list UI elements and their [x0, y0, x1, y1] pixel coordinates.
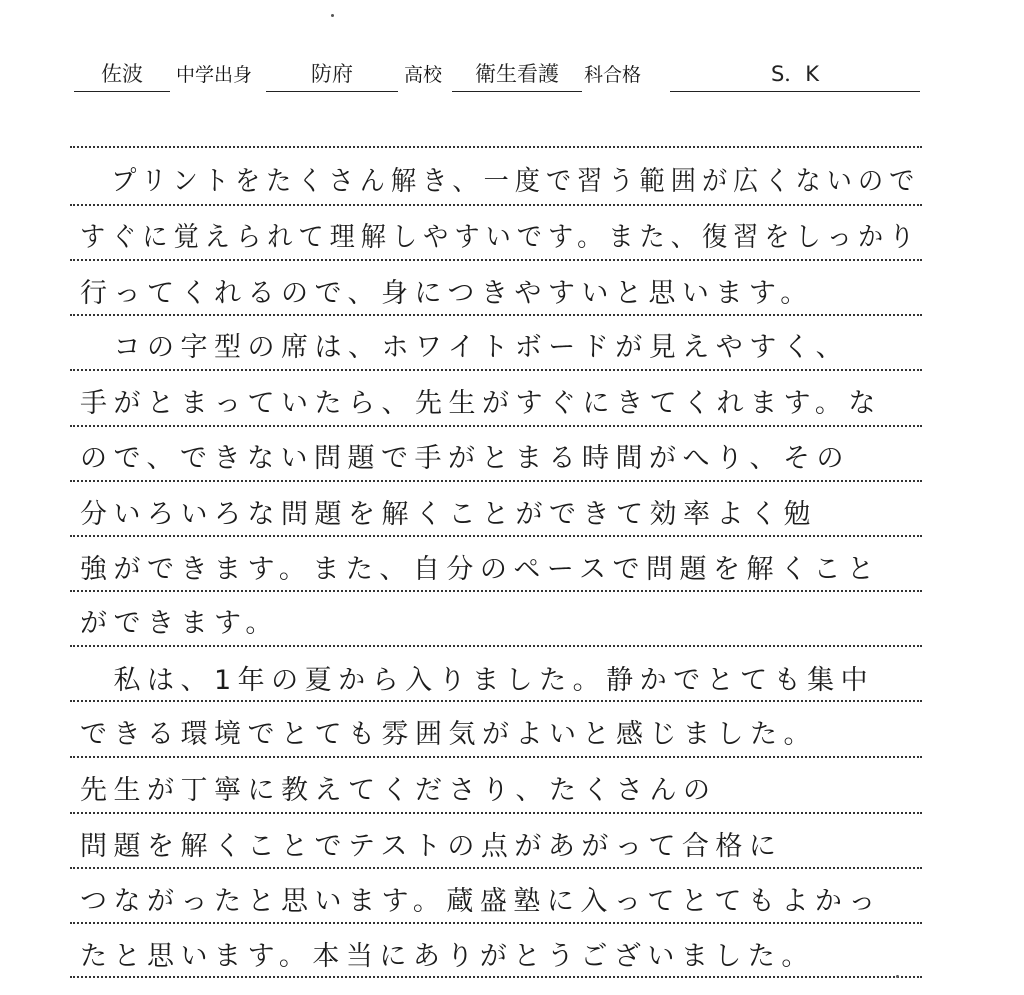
ruled-line — [70, 535, 922, 537]
scan-speck — [896, 975, 899, 978]
body-line-9: ができます。 — [80, 608, 279, 639]
ruled-line — [70, 204, 922, 206]
ruled-line — [70, 700, 922, 702]
ruled-line — [70, 590, 922, 592]
ruled-line — [70, 146, 922, 148]
body-line-4: コの字型の席は、ホワイトボードが見えやすく、 — [80, 332, 850, 363]
scan-speck — [331, 14, 334, 17]
ruled-line — [70, 756, 922, 758]
ruled-line — [70, 976, 922, 978]
department-label: 科合格 — [584, 64, 642, 86]
ruled-line — [70, 867, 922, 869]
body-line-8: 強ができます。また、自分のペースで問題を解くこと — [80, 554, 881, 585]
body-line-7: 分いろいろな問題を解くことができて効率よく勉 — [80, 499, 817, 530]
ruled-line — [70, 812, 922, 814]
body-line-2: すぐに覚えられて理解しやすいです。また、復習をしっかり — [80, 222, 921, 253]
ruled-line — [70, 314, 922, 316]
header-row — [70, 52, 920, 92]
ruled-line — [70, 922, 922, 924]
body-line-1: プリントをたくさん解き、一度で習う範囲が広くないので — [80, 166, 921, 197]
high-school-label: 高校 — [404, 64, 443, 86]
junior-high-label: 中学出身 — [176, 64, 253, 86]
body-line-5: 手がとまっていたら、先生がすぐにきてくれます。な — [80, 388, 882, 419]
ruled-line — [70, 259, 922, 261]
high-school-name: 防府 — [266, 57, 398, 92]
body-line-13: 問題を解くことでテストの点があがって合格に — [80, 831, 783, 862]
body-line-3: 行ってくれるので、身につきやすいと思います。 — [80, 278, 814, 309]
ruled-line — [70, 480, 922, 482]
body-line-14: つながったと思います。蔵盛塾に入ってとてもよかっ — [80, 886, 882, 917]
body-line-10: 私は、1年の夏から入りました。静かでとても集中 — [80, 665, 875, 696]
body-line-12: 先生が丁寧に教えてくださり、たくさんの — [80, 775, 717, 806]
body-line-15: たと思います。本当にありがとうございました。 — [80, 941, 815, 972]
department-name: 衛生看護 — [452, 57, 582, 92]
junior-high-name: 佐波 — [74, 57, 170, 92]
body-line-11: できる環境でとても雰囲気がよいと感じました。 — [80, 719, 817, 750]
student-initials: S．K — [670, 57, 920, 92]
ruled-line — [70, 645, 922, 647]
ruled-line — [70, 425, 922, 427]
body-line-6: ので、できない問題で手がとまる時間がへり、その — [80, 443, 850, 474]
ruled-line — [70, 369, 922, 371]
